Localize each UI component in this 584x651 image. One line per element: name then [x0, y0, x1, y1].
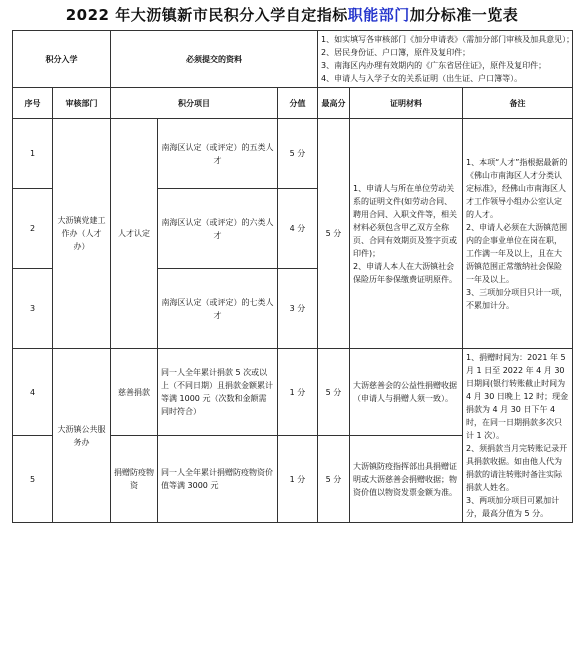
note-item: 3、三项加分项目只计一项，不累加计分。	[466, 287, 568, 310]
row-seq: 4	[13, 349, 53, 436]
row-score: 5 分	[278, 119, 318, 189]
title-highlight: 职能部门	[347, 6, 410, 24]
header-score: 分值	[278, 88, 318, 119]
requirement-item: 4、申请人与入学子女的关系证明（出生证、户口簿等）。	[321, 74, 523, 83]
group1-dept: 大沥镇党建工作办（人才办）	[53, 119, 111, 349]
note-item: 1、本项“人才”指根据最新的《佛山市南海区人才分类认定标准》，经佛山市南海区人才工作领导小组办公室认定的人才。	[466, 157, 568, 219]
row-score: 1 分	[278, 349, 318, 436]
proof-item: 2、申请人本人在大沥镇社会保险历年参保缴费证明原件。	[353, 261, 457, 284]
row-score: 1 分	[278, 436, 318, 523]
row-category: 慈善捐款	[111, 349, 158, 436]
top-label-points: 积分入学	[13, 31, 111, 88]
requirement-item: 2、居民身份证、户口簿，原件及复印件；	[321, 48, 471, 57]
note-item: 1、捐赠时间为：2021 年 5 月 1 日至 2022 年 4 月 30 日期间(银行转账截止时间为 4 月 30 日晚上 12 时；现金捐款为 4 月 30 日下午 4 时，在同一日期捐款多次只计 1 次）。	[466, 353, 569, 440]
requirement-item: 3、南海区内办理有效期内的《广东省居住证》，原件及复印件；	[321, 61, 547, 70]
row-seq: 2	[13, 189, 53, 269]
title-tail: 加分标准一览表	[409, 6, 519, 24]
group2-dept: 大沥镇公共服务办	[53, 349, 111, 523]
row-max: 5 分	[318, 349, 350, 436]
row-item: 南海区认定（或评定）的六类人才	[158, 189, 278, 269]
header-max: 最高分	[318, 88, 350, 119]
row-score: 4 分	[278, 189, 318, 269]
header-item: 积分项目	[111, 88, 278, 119]
row-seq: 3	[13, 269, 53, 349]
row-item: 同一人全年累计捐赠防疫物资价值等满 3000 元	[158, 436, 278, 523]
row-proof: 大沥镇防疫指挥部出具捐赠证明或大沥慈善会捐赠收据；物资价值以物资发票金额为准。	[350, 436, 463, 523]
group1-category: 人才认定	[111, 119, 158, 349]
row-item: 南海区认定（或评定）的五类人才	[158, 119, 278, 189]
row-item: 南海区认定（或评定）的七类人才	[158, 269, 278, 349]
header-seq: 序号	[13, 88, 53, 119]
group1-max: 5 分	[318, 119, 350, 349]
row-max: 5 分	[318, 436, 350, 523]
row-category: 捐赠防疫物资	[111, 436, 158, 523]
note-item: 2、须捐款当月完转账记录开具捐款收据。如由他人代为捐款的请注转账时备注实际捐款人姓名。	[466, 444, 568, 492]
row-item: 同一人全年累计捐款 5 次或以上（不同日期）且捐款金额累计等满 1000 元（次数和金额需同时符合）	[158, 349, 278, 436]
header-dept: 审核部门	[53, 88, 111, 119]
row-score: 3 分	[278, 269, 318, 349]
group1-notes	[463, 119, 573, 349]
requirement-item: 1、如实填写各审核部门《加分申请表》（需加分部门审核及加具意见）；	[321, 35, 575, 44]
row-proof: 大沥慈善会的公益性捐赠收据（申请人与捐赠人须一致）。	[350, 349, 463, 436]
page-title	[0, 4, 584, 25]
note-item: 3、两项加分项目可累加计分，最高分值为 5 分。	[466, 496, 560, 518]
group1-proof	[350, 119, 463, 349]
header-proof: 证明材料	[350, 88, 463, 119]
top-label-required: 必须提交的资料	[111, 31, 318, 88]
row-seq: 1	[13, 119, 53, 189]
score-table	[12, 30, 573, 523]
title-main: 2022 年大沥镇新市民积分入学自定指标	[65, 6, 348, 24]
row-seq: 5	[13, 436, 53, 523]
header-notes: 备注	[463, 88, 573, 119]
requirements-list	[318, 31, 573, 88]
proof-item: 1、申请人与所在单位劳动关系的证明文件(如劳动合同、聘用合同、入职文件等，相关材料必须包含甲乙双方全称页、合同有效期页及签字页或印件)；	[353, 183, 457, 258]
group2-notes	[463, 349, 573, 523]
note-item: 2、申请人必须在大沥镇范围内的企事业单位在岗在职，工作满一年及以上，且在大沥镇范围正常缴纳社会保险一年及以上。	[466, 222, 568, 284]
